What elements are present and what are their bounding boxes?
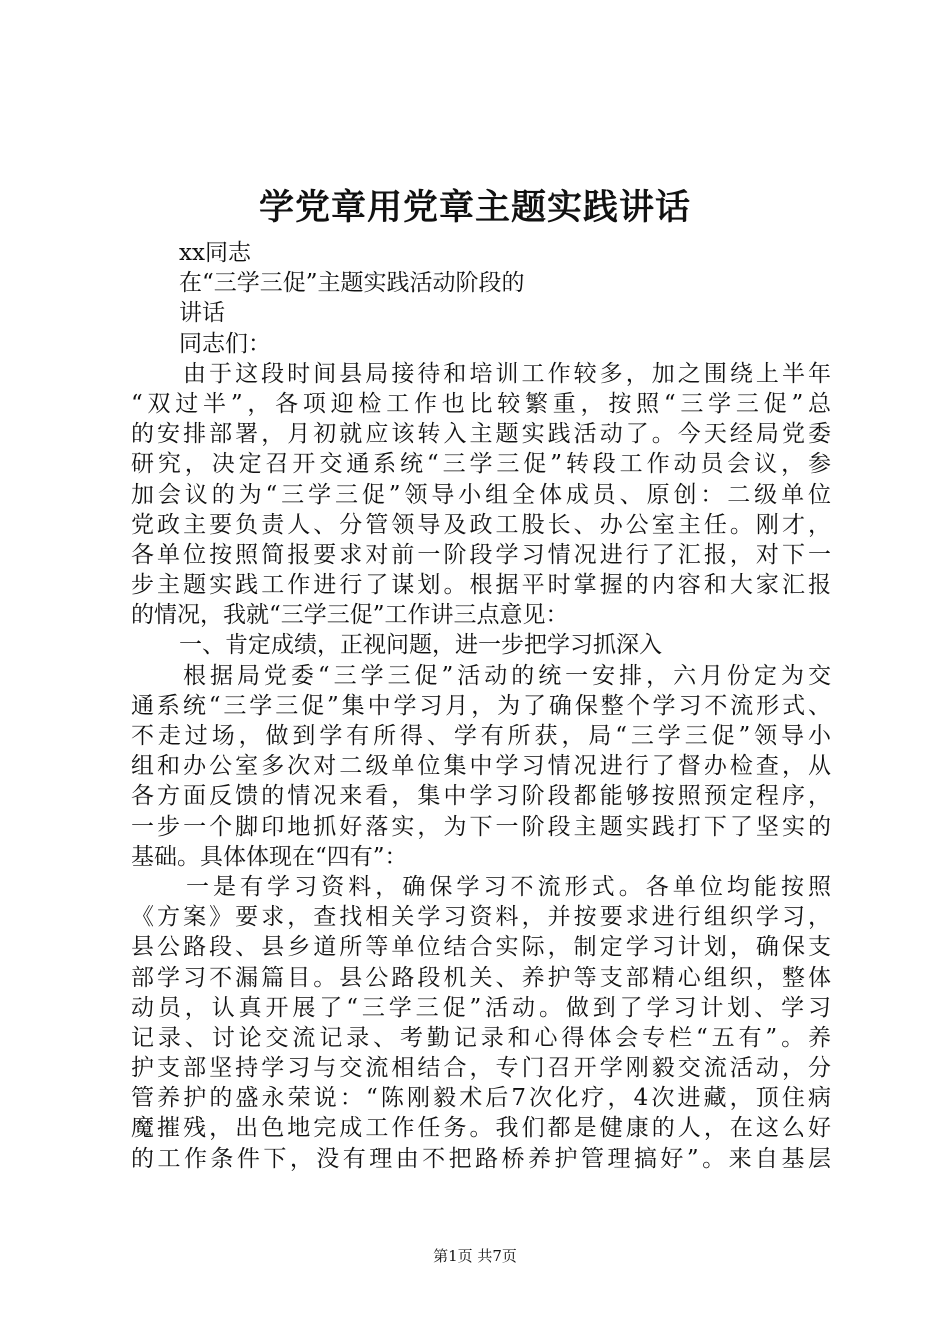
body-line: 一步一个脚印地抓好落实，为下一阶段主题实践打下了坚实的 <box>131 813 831 840</box>
document-body <box>131 238 831 1174</box>
body-line: 由于这段时间县局接待和培训工作较多，加之围绕上半年 <box>183 360 831 387</box>
document-title: 学党章用党章主题实践讲话 <box>258 187 691 228</box>
body-line: 护支部坚持学习与交流相结合，专门召开学刚毅交流活动，分 <box>131 1055 831 1082</box>
body-line: 部学习不漏篇目。县公路段机关、养护等支部精心组织，整体 <box>131 964 831 991</box>
body-line: 魔摧残，出色地完成工作任务。我们都是健康的人，在这么好 <box>131 1115 831 1142</box>
body-line: 组和办公室多次对二级单位集中学习情况进行了督办检查，从 <box>131 753 831 780</box>
body-line: 在“三学三促”主题实践活动阶段的 <box>179 270 525 297</box>
section-heading: 一、肯定成绩，正视问题，进一步把学习抓深入 <box>179 632 662 659</box>
body-line: 研究，决定召开交通系统“三学三促”转段工作动员会议，参 <box>131 451 831 478</box>
body-line: 加会议的为“三学三促”领导小组全体成员、原创：二级单位 <box>131 481 831 508</box>
body-line: 的情况，我就“三学三促”工作讲三点意见： <box>131 602 569 629</box>
body-line: 动员，认真开展了“三学三促”活动。做到了学习计划、学习 <box>131 994 831 1021</box>
body-line: 基础。具体体现在“四有”： <box>131 843 408 870</box>
page-footer: 第1页 共7页 <box>433 1247 517 1265</box>
body-line: 记录、讨论交流记录、考勤记录和心得体会专栏“五有”。养 <box>131 1024 831 1051</box>
body-line: 管养护的盛永荣说：“陈刚毅术后7次化疗，4次进藏，顶住病 <box>131 1085 831 1112</box>
body-line: 通系统“三学三促”集中学习月，为了确保整个学习不流形式、 <box>131 692 831 719</box>
body-line: 讲话 <box>179 300 225 327</box>
body-line: 各单位按照简报要求对前一阶段学习情况进行了汇报，对下一 <box>131 541 831 568</box>
body-line: “双过半”，各项迎检工作也比较繁重，按照“三学三促”总 <box>131 390 831 417</box>
body-line: 步主题实践工作进行了谋划。根据平时掌握的内容和大家汇报 <box>131 572 831 599</box>
body-line: 《方案》要求，查找相关学习资料，并按要求进行组织学习， <box>131 904 831 931</box>
body-line: 同志们： <box>179 330 271 357</box>
body-line: 根据局党委“三学三促”活动的统一安排，六月份定为交 <box>183 662 831 689</box>
body-line: 的工作条件下，没有理由不把路桥养护管理搞好”。来自基层 <box>131 1145 831 1172</box>
body-line: 一是有学习资料，确保学习不流形式。各单位均能按照 <box>186 873 831 900</box>
body-line: 的安排部署，月初就应该转入主题实践活动了。今天经局党委 <box>131 421 831 448</box>
body-line: xx同志 <box>179 240 251 266</box>
body-line: 不走过场，做到学有所得、学有所获，局“三学三促”领导小 <box>131 723 831 749</box>
body-line: 党政主要负责人、分管领导及政工股长、办公室主任。刚才， <box>131 511 831 538</box>
body-line: 各方面反馈的情况来看，集中学习阶段都能够按照预定程序， <box>131 783 831 810</box>
body-line: 县公路段、县乡道所等单位结合实际，制定学习计划，确保支 <box>131 934 831 961</box>
